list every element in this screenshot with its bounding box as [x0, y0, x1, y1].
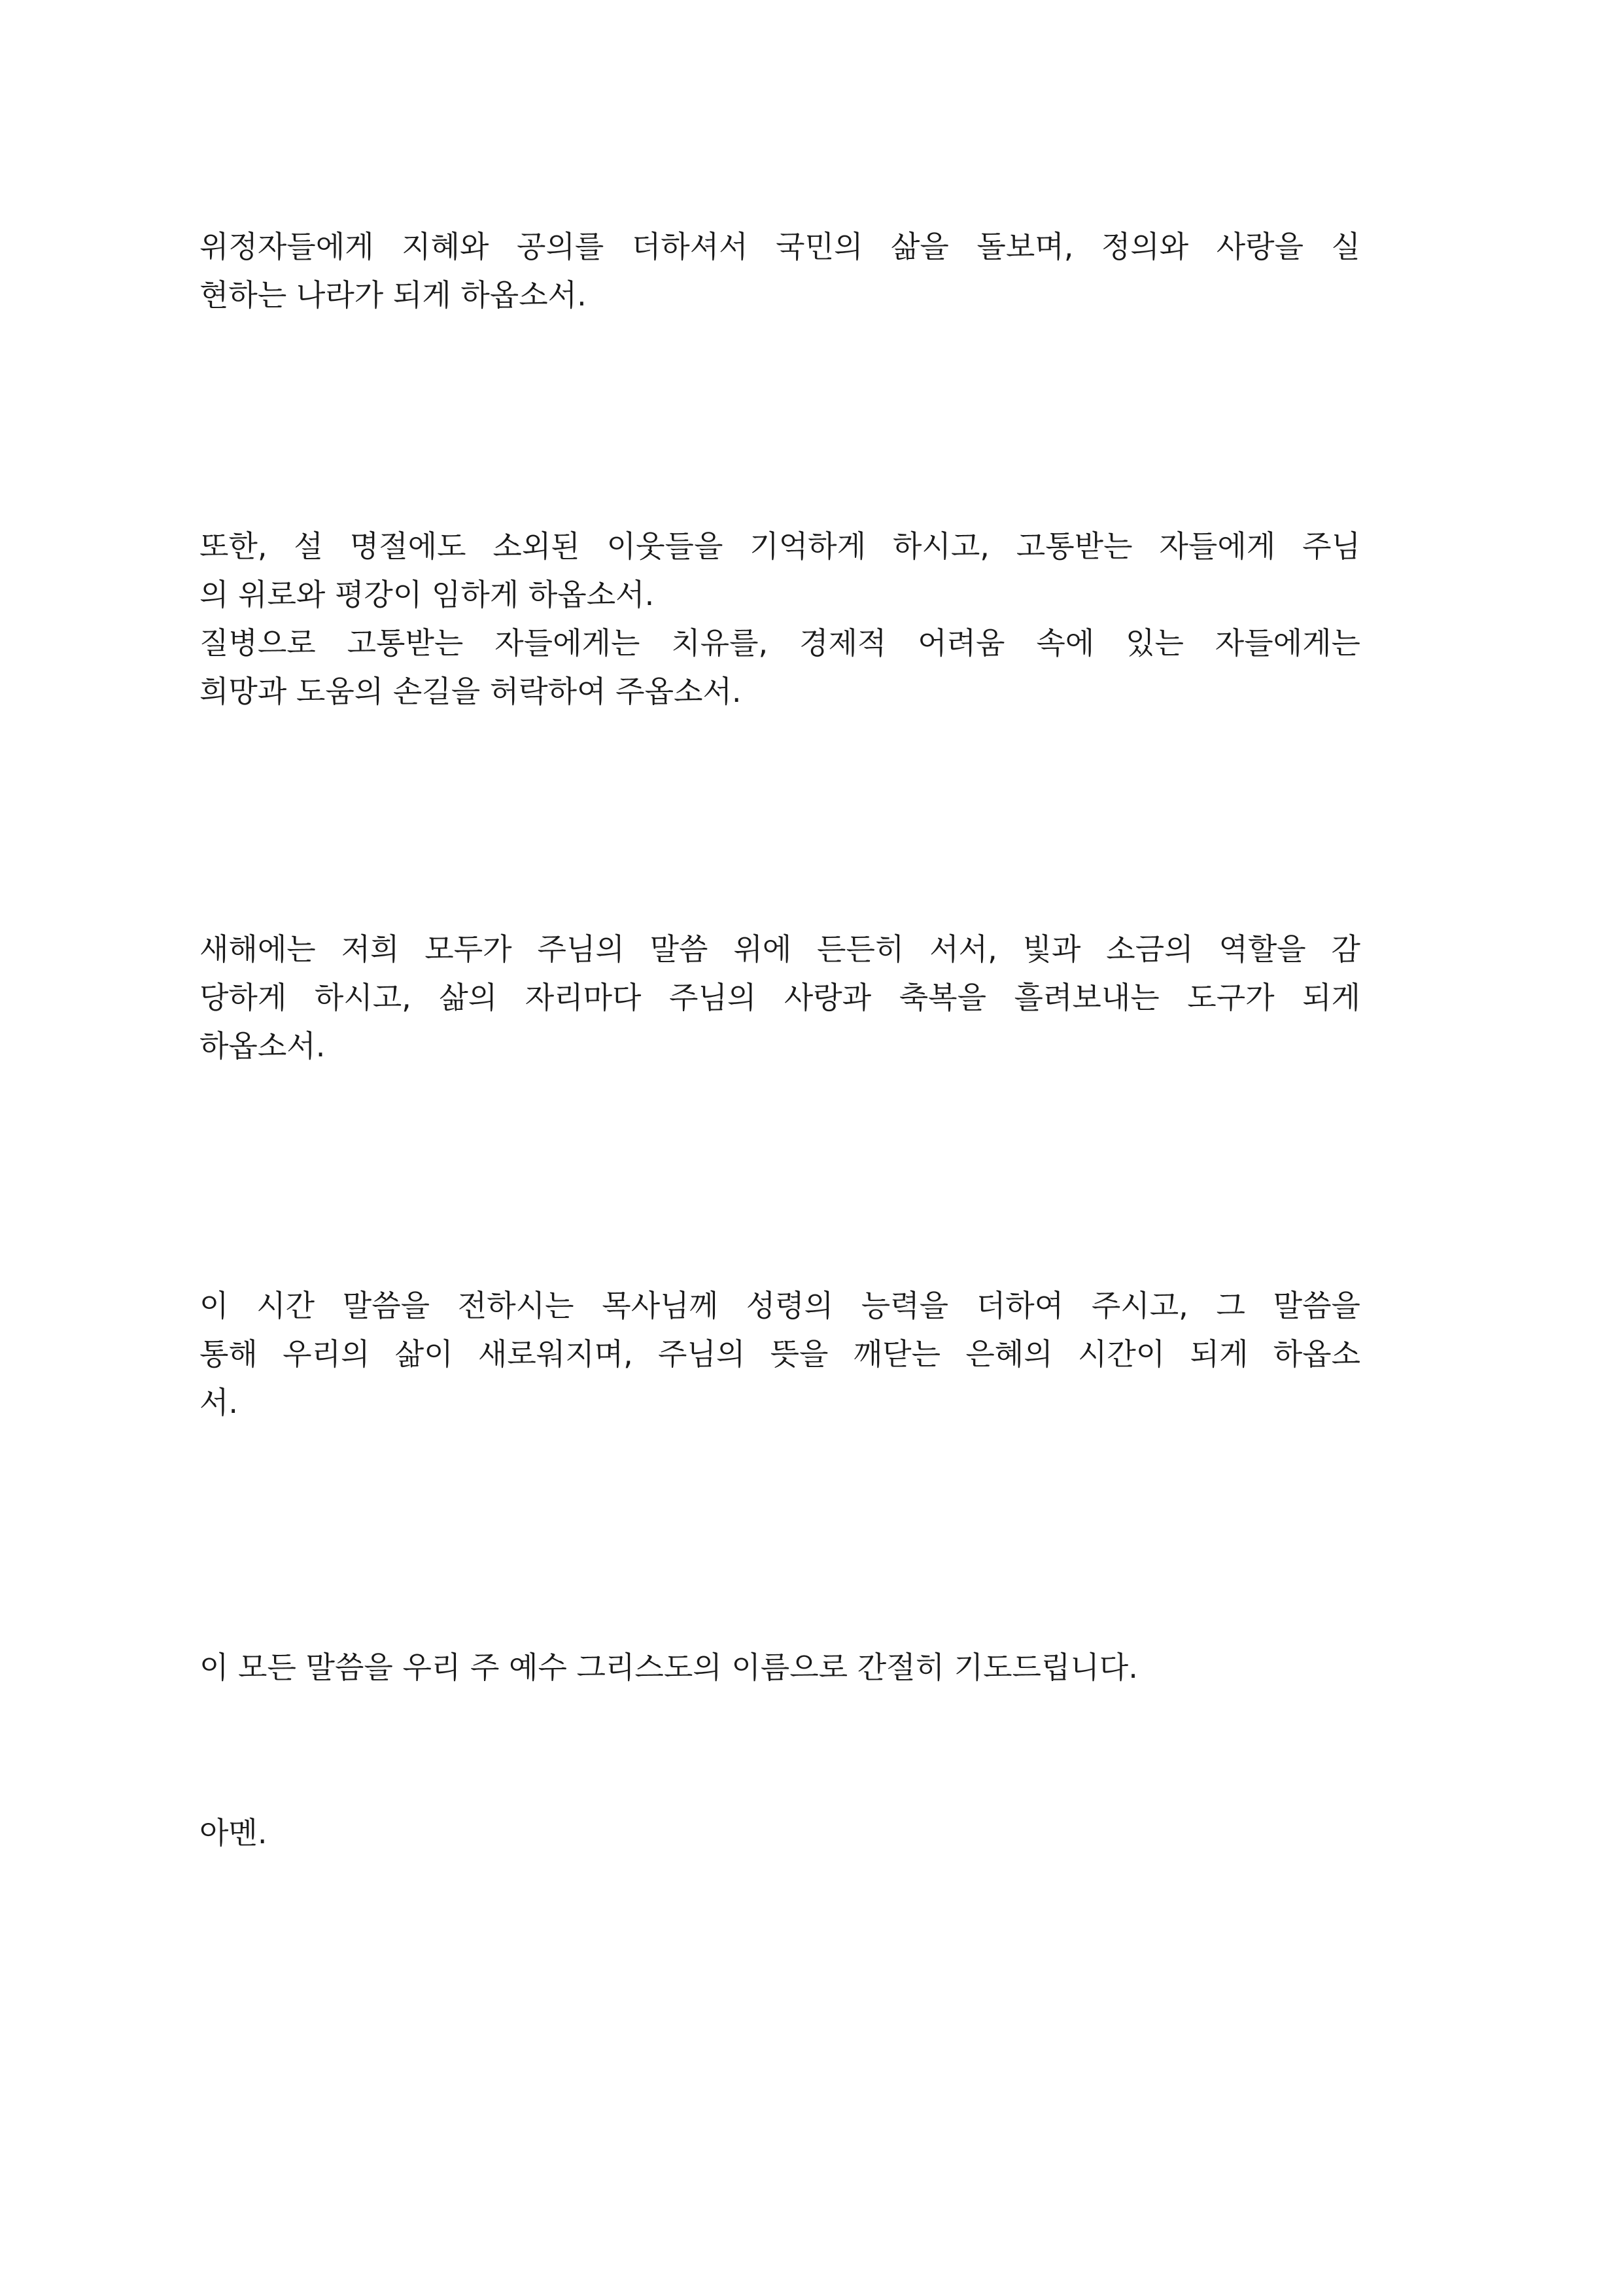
paragraph-amen [199, 1809, 1360, 1857]
text-line: 새해에는 저희 모두가 주님의 말씀 위에 든든히 서서, 빛과 소금의 역할을 감 [199, 931, 1360, 967]
paragraph-neighbors [199, 522, 1360, 716]
paragraph-new-year [199, 925, 1360, 1070]
text-line: 질병으로 고통받는 자들에게는 치유를, 경제적 어려움 속에 있는 자들에게는 [199, 625, 1360, 661]
text-line: 이 시간 말씀을 전하시는 목사님께 성령의 능력을 더하여 주시고, 그 말씀을 [199, 1288, 1360, 1323]
text-line: 통해 우리의 삶이 새로워지며, 주님의 뜻을 깨닫는 은혜의 시간이 되게 하옵소 [199, 1336, 1360, 1372]
paragraph-sermon [199, 1281, 1360, 1427]
text-line: 의 위로와 평강이 임하게 하옵소서. [199, 577, 655, 612]
text-line: 아멘. [199, 1815, 268, 1850]
text-line: 하옵소서. [199, 1028, 326, 1064]
text-line: 당하게 하시고, 삶의 자리마다 주님의 사랑과 축복을 흘려보내는 도구가 되게 [199, 980, 1360, 1015]
text-line: 또한, 설 명절에도 소외된 이웃들을 기억하게 하시고, 고통받는 자들에게 주님 [199, 529, 1360, 564]
text-line: 희망과 도움의 손길을 허락하여 주옵소서. [199, 674, 742, 709]
text-line: 서. [199, 1385, 239, 1420]
text-line: 현하는 나라가 되게 하옵소서. [199, 277, 587, 313]
text-line: 이 모든 말씀을 우리 주 예수 그리스도의 이름으로 간절히 기도드립니다. [199, 1650, 1138, 1685]
paragraph-rulers [199, 222, 1360, 319]
text-line: 위정자들에게 지혜와 공의를 더하셔서 국민의 삶을 돌보며, 정의와 사랑을 실 [199, 229, 1360, 264]
paragraph-closing-prayer [199, 1643, 1360, 1692]
